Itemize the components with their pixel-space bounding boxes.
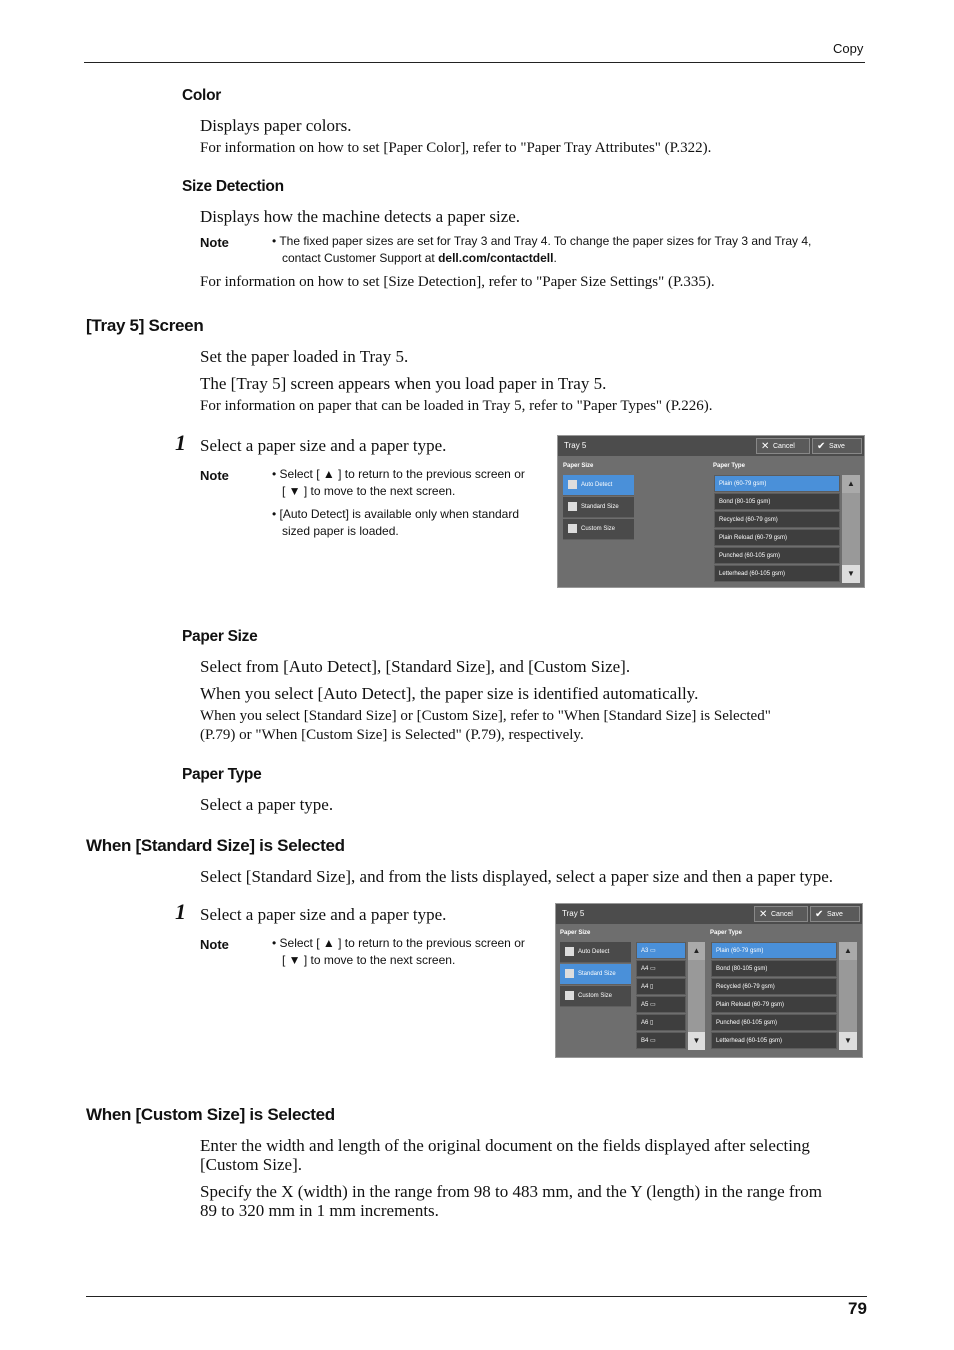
size-detection-heading: Size Detection	[182, 178, 284, 195]
paper-type-label: Paper Type	[713, 463, 745, 469]
size-item[interactable]: A4 ▭	[636, 960, 686, 977]
close-icon: ✕	[761, 441, 770, 452]
note-label: Note	[200, 468, 229, 483]
type-scrollbar[interactable]	[842, 475, 860, 583]
standard-size-text: Select [Standard Size], and from the lists displayed, select a paper size and then a paper type.	[200, 867, 834, 886]
tray5-note2b: sized paper is loaded.	[282, 524, 399, 538]
option-label: Standard Size	[578, 971, 616, 977]
size-item[interactable]: A6 ▯	[636, 1014, 686, 1031]
type-item[interactable]: Letterhead (60-105 gsm)	[711, 1032, 837, 1049]
custom-size-text3: Specify the X (width) in the range from 98 to 483 mm, and the Y (length) in the range from	[200, 1182, 822, 1201]
size-item[interactable]: B4 ▭	[636, 1032, 686, 1049]
size-item[interactable]: A5 ▭	[636, 996, 686, 1013]
size-item[interactable]: A3 ▭	[636, 942, 686, 959]
check-icon: ✔	[815, 909, 824, 920]
custom-size-heading: When [Custom Size] is Selected	[86, 1105, 335, 1124]
page-number: 79	[848, 1299, 867, 1318]
paper-size-label: Paper Size	[563, 463, 594, 469]
paper-size-label: Paper Size	[560, 930, 591, 936]
tray5-note1a: • Select [ ▲ ] to return to the previous screen or	[272, 467, 525, 481]
size-option-auto-detect[interactable]	[563, 475, 634, 496]
size-option-custom[interactable]	[560, 986, 631, 1007]
size-detection-reference: For information on how to set [Size Detection], refer to "Paper Size Settings" (P.335).	[200, 274, 715, 290]
size-detection-note-line2	[282, 250, 557, 267]
tray5-reference: For information on paper that can be loaded in Tray 5, refer to "Paper Types" (P.226).	[200, 398, 713, 414]
size-option-custom[interactable]	[563, 519, 634, 540]
paper-size-text2: When you select [Auto Detect], the paper size is identified automatically.	[200, 684, 699, 703]
custom-size-text2: [Custom Size].	[200, 1155, 302, 1174]
screen-title: Tray 5	[562, 909, 585, 918]
custom-size-text4: 89 to 320 mm in 1 mm increments.	[200, 1201, 439, 1220]
screen-title-bar	[558, 436, 864, 456]
type-item[interactable]: Bond (80-105 gsm)	[711, 960, 837, 977]
type-item[interactable]: Recycled (60-79 gsm)	[714, 511, 840, 528]
save-button[interactable]	[812, 438, 862, 454]
note-text: contact Customer Support at	[282, 251, 439, 265]
close-icon: ✕	[759, 909, 768, 920]
paper-size-ref1: When you select [Standard Size] or [Custom Size], refer to "When [Standard Size] is Selected"	[200, 708, 771, 724]
type-item[interactable]: Plain Reload (60-79 gsm)	[714, 529, 840, 546]
standard-note1b: [ ▼ ] to move to the next screen.	[282, 953, 456, 967]
type-item[interactable]: Plain Reload (60-79 gsm)	[711, 996, 837, 1013]
tray5-text1: Set the paper loaded in Tray 5.	[200, 347, 409, 366]
tray5-screen-screenshot	[557, 435, 865, 588]
standard-size-heading: When [Standard Size] is Selected	[86, 836, 345, 855]
paper-type-heading: Paper Type	[182, 766, 262, 783]
type-item[interactable]: Bond (80-105 gsm)	[714, 493, 840, 510]
footer-rule	[86, 1296, 867, 1297]
size-detection-text: Displays how the machine detects a paper size.	[200, 207, 521, 226]
support-link[interactable]: dell.com/contactdell	[438, 251, 554, 265]
type-item[interactable]: Recycled (60-79 gsm)	[711, 978, 837, 995]
running-header: Copy	[833, 41, 864, 56]
paper-size-text1: Select from [Auto Detect], [Standard Size], and [Custom Size].	[200, 657, 631, 676]
cancel-button[interactable]	[754, 906, 808, 922]
scroll-down-icon[interactable]: ▼	[839, 1032, 857, 1050]
screen-title-bar	[556, 904, 862, 924]
step-number: 1	[175, 430, 186, 455]
scroll-up-icon[interactable]: ▲	[688, 942, 705, 960]
cancel-label: Cancel	[773, 443, 795, 450]
option-label: Custom Size	[581, 526, 616, 532]
save-label: Save	[829, 443, 845, 450]
paper-type-label: Paper Type	[710, 930, 742, 936]
checkbox-icon	[568, 502, 577, 511]
type-scrollbar[interactable]	[839, 942, 857, 1050]
paper-size-ref2: (P.79) or "When [Custom Size] is Selected" (P.79), respectively.	[200, 727, 584, 743]
note-label: Note	[200, 937, 229, 952]
note-text-end: .	[553, 251, 557, 265]
size-option-auto-detect[interactable]	[560, 942, 631, 963]
standard-size-screen-screenshot	[555, 903, 863, 1058]
type-item[interactable]: Punched (60-105 gsm)	[714, 547, 840, 564]
option-label: Custom Size	[578, 993, 613, 999]
color-reference: For information on how to set [Paper Color], refer to "Paper Tray Attributes" (P.322).	[200, 140, 712, 156]
tray5-heading: [Tray 5] Screen	[86, 316, 204, 335]
cancel-button[interactable]	[756, 438, 810, 454]
paper-size-heading: Paper Size	[182, 628, 258, 645]
size-detection-note-line1: • The fixed paper sizes are set for Tray 3 and Tray 4. To change the paper sizes for Tray 3 and Tray 4,	[272, 234, 812, 248]
scroll-up-icon[interactable]: ▲	[842, 475, 860, 493]
step-text: Select a paper size and a paper type.	[200, 905, 447, 924]
save-label: Save	[827, 911, 843, 918]
tray5-text2: The [Tray 5] screen appears when you load paper in Tray 5.	[200, 374, 607, 393]
type-item[interactable]: Plain (60-79 gsm)	[714, 475, 840, 492]
type-item[interactable]: Letterhead (60-105 gsm)	[714, 565, 840, 582]
color-heading: Color	[182, 87, 221, 104]
scroll-down-icon[interactable]: ▼	[688, 1032, 705, 1050]
auto-detect-icon	[565, 947, 574, 956]
option-label: Standard Size	[581, 504, 619, 510]
standard-note1a: • Select [ ▲ ] to return to the previous screen or	[272, 936, 525, 950]
cancel-label: Cancel	[771, 911, 793, 918]
type-item[interactable]: Plain (60-79 gsm)	[711, 942, 837, 959]
tray5-note1b: [ ▼ ] to move to the next screen.	[282, 484, 456, 498]
header-rule	[84, 62, 865, 63]
custom-size-text1: Enter the width and length of the original document on the fields displayed after selecting	[200, 1136, 810, 1155]
note-label: Note	[200, 235, 229, 250]
size-option-standard[interactable]	[560, 964, 631, 985]
scroll-down-icon[interactable]: ▼	[842, 565, 860, 583]
step-text: Select a paper size and a paper type.	[200, 436, 447, 455]
screen-title: Tray 5	[564, 441, 587, 450]
paper-type-text: Select a paper type.	[200, 795, 334, 814]
size-item[interactable]: A4 ▯	[636, 978, 686, 995]
option-label: Auto Detect	[578, 949, 610, 955]
option-label: Auto Detect	[581, 482, 613, 488]
auto-detect-icon	[568, 480, 577, 489]
color-text: Displays paper colors.	[200, 116, 352, 135]
save-button[interactable]	[810, 906, 860, 922]
checkbox-icon	[565, 991, 574, 1000]
size-scrollbar[interactable]	[688, 942, 705, 1050]
type-item[interactable]: Punched (60-105 gsm)	[711, 1014, 837, 1031]
checkbox-icon	[568, 524, 577, 533]
scroll-up-icon[interactable]: ▲	[839, 942, 857, 960]
step-number: 1	[175, 899, 186, 924]
checkbox-icon	[565, 969, 574, 978]
tray5-note2a: • [Auto Detect] is available only when standard	[272, 507, 520, 521]
size-option-standard[interactable]	[563, 497, 634, 518]
check-icon: ✔	[817, 441, 826, 452]
